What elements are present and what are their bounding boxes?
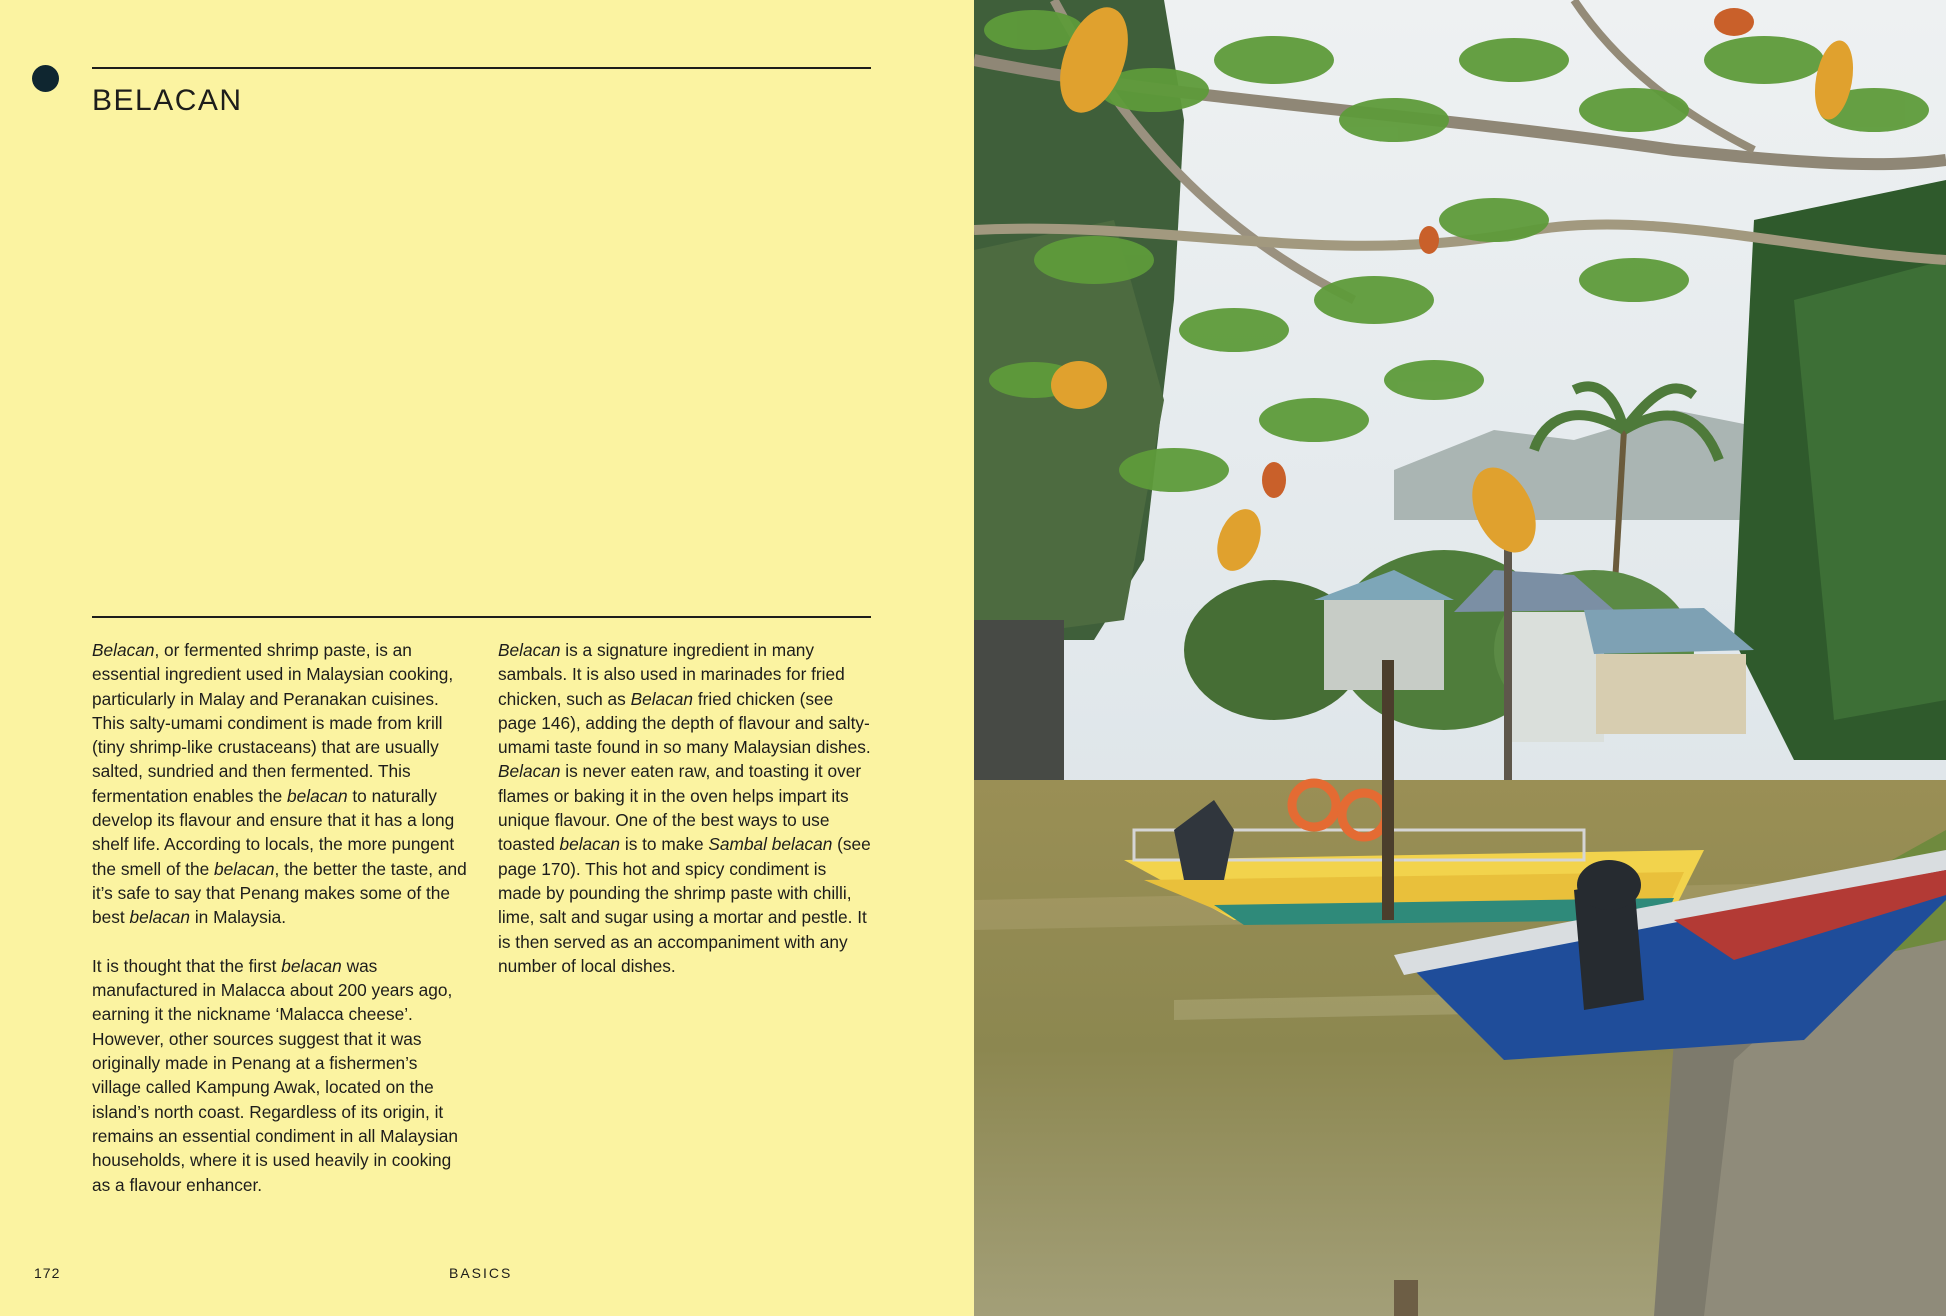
text-run: , the better the taste, and it’s safe to say that Penang makes some of the best xyxy=(92,858,467,928)
body-column-left xyxy=(92,638,467,1221)
body-paragraph xyxy=(92,954,467,1197)
text-run: in Malaysia. xyxy=(190,907,287,928)
text-run: is to make xyxy=(620,834,709,855)
section-bullet-dot xyxy=(32,65,59,92)
italic-term: Belacan xyxy=(92,640,155,660)
text-run: It is thought that the first xyxy=(92,955,282,976)
text-run: to naturally develop its flavour and ensure that it has a long shelf life. According to locals, the more pungent the smell of the xyxy=(92,785,455,879)
body-rule-divider xyxy=(92,616,871,618)
text-run: is a signature ingredient in many sambals. It is also used in marinades for fried chicken, such as xyxy=(498,640,845,709)
text-run: was manufactured in Malacca about 200 years ago, earning it the nickname ‘Malacca cheese’. However, other sources suggest that it was originally made in Penang at a fishermen’s village called Kampung Awak, located on the island’s north coast. Regardless of its origin, it remains an essential condiment in all Malaysian households, where it is used heavily in cooking as a flavour enhancer. xyxy=(92,955,458,1195)
body-paragraph xyxy=(92,638,467,930)
page-title: BELACAN xyxy=(92,84,243,117)
italic-term: Belacan xyxy=(630,688,694,709)
body-column-right xyxy=(498,638,873,1002)
italic-term: Sambal belacan xyxy=(708,834,833,855)
italic-term: belacan xyxy=(281,955,342,976)
text-run: is never eaten raw, and toasting it over flames or baking it in the oven helps impart its unique flavour. One of the best ways to use toasted xyxy=(498,761,862,855)
photo-fishing-village-river xyxy=(974,0,1946,1316)
text-run: fried chicken (see page 146), adding the depth of flavour and salty-umami taste found in so many Malaysian dishes. xyxy=(498,688,871,758)
italic-term: Belacan xyxy=(498,640,561,660)
italic-term: belacan xyxy=(214,858,275,879)
italic-term: Belacan xyxy=(498,761,561,782)
page-number: 172 xyxy=(34,1265,61,1281)
running-footer-section: BASICS xyxy=(449,1265,513,1281)
text-run: (see page 170). This hot and spicy condiment is made by pounding the shrimp paste with chilli, lime, salt and sugar using a mortar and pestle. It is then served as an accompaniment with any number of local dishes. xyxy=(498,834,871,976)
top-rule-divider xyxy=(92,67,871,69)
italic-term: belacan xyxy=(287,785,348,806)
italic-term: belacan xyxy=(129,907,191,928)
body-paragraph xyxy=(498,638,873,978)
italic-term: belacan xyxy=(559,834,621,855)
text-run: , or fermented shrimp paste, is an essential ingredient used in Malaysian cooking, particularly in Malay and Peranakan cuisines. This salty-umami condiment is made from krill (tiny shrimp-like crustaceans) that are usually salted, sundried and then fermented. This fermentation enables the xyxy=(92,640,454,806)
